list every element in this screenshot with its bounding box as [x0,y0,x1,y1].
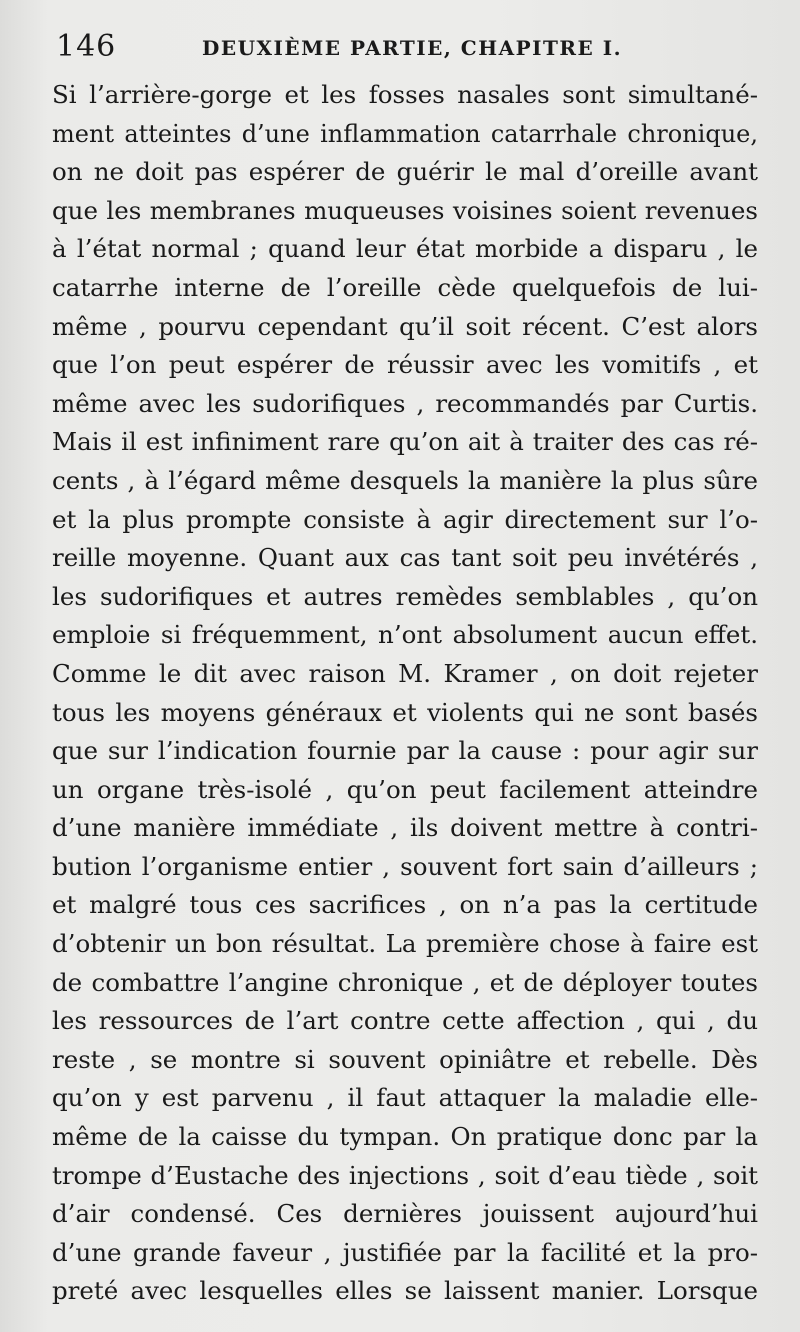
text-line: un organe très-isolé , qu’on peut facilement atteindre [52,774,758,804]
text-line: à l’état normal ; quand leur état morbide a disparu , le [52,234,758,264]
text-line: Comme le dit avec raison M. Kramer , on doit rejeter [52,658,758,688]
text-line: et malgré tous ces sacrifices , on n’a pas la certitude [52,890,758,920]
text-line: d’air condensé. Ces dernières jouissent aujourd’hui [52,1199,758,1229]
text-line: et la plus prompte consiste à agir directement sur l’o- [52,504,758,534]
text-line: les ressources de l’art contre cette affection , qui , du [52,1006,758,1036]
text-line: même , pourvu cependant qu’il soit récent. C’est alors [52,311,758,341]
text-line: les sudorifiques et autres remèdes semblables , qu’on [52,581,758,611]
page-header [40,30,780,64]
text-line: même avec les sudorifiques , recommandés par Curtis. [52,388,758,418]
text-line: d’une manière immédiate , ils doivent mettre à contri- [52,813,758,843]
text-line: Si l’arrière-gorge et les fosses nasales sont simultané- [52,80,758,109]
text-line: que sur l’indication fournie par la cause : pour agir sur [52,736,758,766]
text-line: trompe d’Eustache des injections , soit d’eau tiède , soit [52,1160,758,1190]
text-line: que l’on peut espérer de réussir avec les vomitifs , et [52,350,758,380]
text-line: preté avec lesquelles elles se laissent manier. Lorsque [52,1276,758,1306]
text-line: même de la caisse du tympan. On pratique donc par la [52,1122,758,1152]
text-line: cents , à l’égard même desquels la manière la plus sûre [52,465,758,495]
text-line: d’une grande faveur , justifiée par la facilité et la pro- [52,1237,758,1267]
text-line: de combattre l’angine chronique , et de déployer toutes [52,967,758,997]
text-line: catarrhe interne de l’oreille cède quelquefois de lui- [52,272,758,302]
text-line: emploie si fréquemment, n’ont absolument aucun effet. [52,620,758,650]
text-line: reste , se montre si souvent opiniâtre et rebelle. Dès [52,1044,758,1074]
text-line: tous les moyens généraux et violents qui ne sont basés [52,697,758,727]
text-line: Mais il est infiniment rare qu’on ait à traiter des cas ré- [52,427,758,457]
text-line: bution l’organisme entier , souvent fort sain d’ailleurs ; [52,851,758,881]
text-line: d’obtenir un bon résultat. La première chose à faire est [52,929,758,959]
text-line: reille moyenne. Quant aux cas tant soit peu invétérés , [52,543,758,573]
running-head: DEUXIÈME PARTIE, CHAPITRE I. [202,36,623,60]
page-number: 146 [56,29,117,64]
text-line: on ne doit pas espérer de guérir le mal d’oreille avant [52,157,758,187]
body-text [52,76,758,1311]
text-line: qu’on y est parvenu , il faut attaquer la maladie elle- [52,1083,758,1113]
text-line: que les membranes muqueuses voisines soient revenues [52,195,758,225]
text-line: ment atteintes d’une inflammation catarrhale chronique, [52,119,758,148]
